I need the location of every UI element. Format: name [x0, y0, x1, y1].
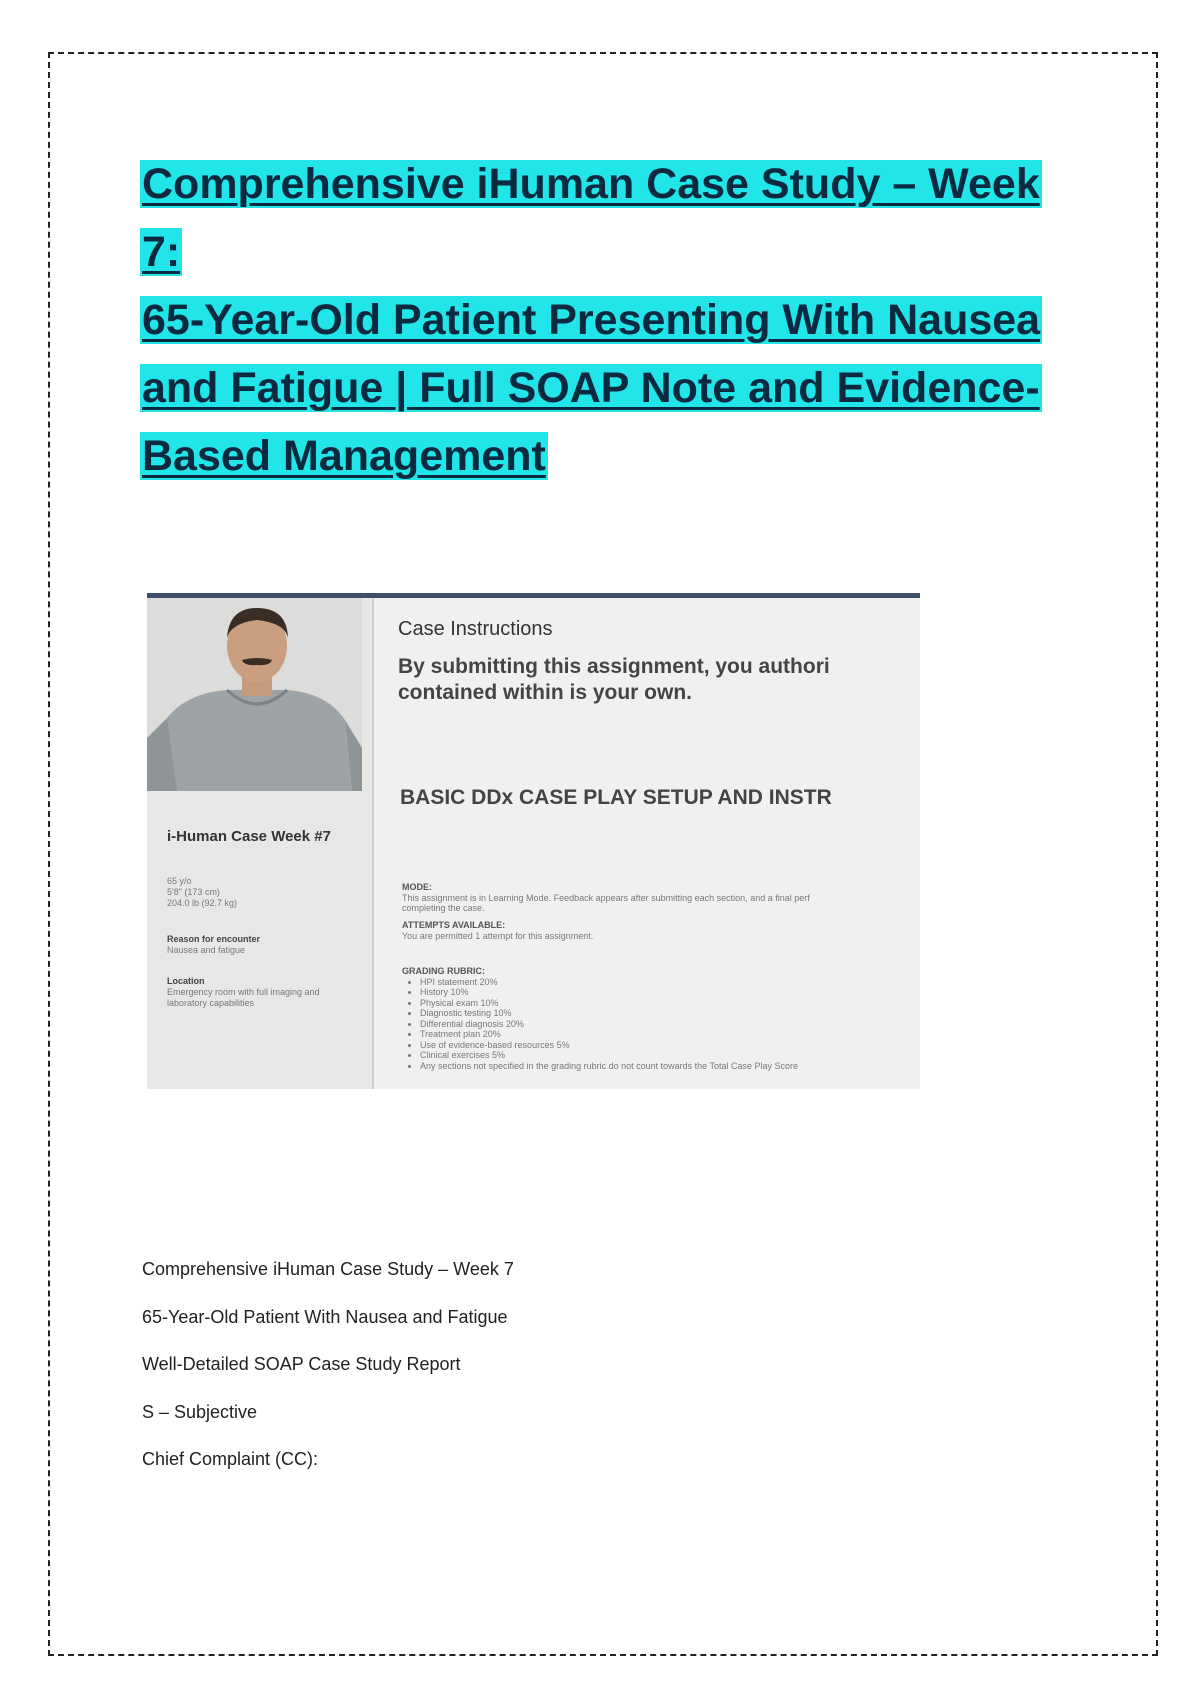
title-line-3: and Fatigue | Full SOAP Note and Evidence-	[142, 364, 1040, 412]
title-line-1: Comprehensive iHuman Case Study – Week 7:	[142, 160, 1040, 276]
rubric-item: • Clinical exercises 5%	[420, 1050, 798, 1061]
reason-label: Reason for encounter	[167, 934, 261, 944]
document-title	[140, 150, 1080, 490]
title-line-2: 65-Year-Old Patient Presenting With Nausea	[142, 296, 1041, 344]
document-body	[142, 1254, 514, 1492]
rubric-list	[402, 977, 798, 1072]
rubric-item: • Treatment plan 20%	[420, 1029, 798, 1040]
instructions-title: Case Instructions	[398, 618, 553, 640]
patient-avatar-illustration	[147, 598, 362, 791]
authorization-line-2: contained within is your own.	[398, 681, 693, 704]
attempts-label: ATTEMPTS AVAILABLE:	[402, 920, 506, 930]
case-screenshot	[147, 593, 920, 1089]
patient-panel	[147, 598, 374, 1089]
rubric-item: • Physical exam 10%	[420, 998, 798, 1009]
instructions-panel	[374, 598, 920, 1089]
rubric-item: • Any sections not specified in the grading rubric do not count towards the Total Case Play Score	[420, 1061, 798, 1072]
mode-label: MODE:	[402, 882, 432, 892]
location-value: Emergency room with full imaging and laboratory capabilities	[167, 987, 320, 1008]
rubric-item: • History 10%	[420, 987, 798, 998]
authorization-text	[398, 654, 830, 706]
rubric-item: • HPI statement 20%	[420, 977, 798, 988]
chief-complaint-label: Chief Complaint (CC):	[142, 1449, 319, 1469]
mode-text-2: completing the case.	[402, 903, 485, 913]
authorization-line-1: By submitting this assignment, you authori	[398, 655, 830, 678]
mode-text-1: This assignment is in Learning Mode. Feedback appears after submitting each section, and a final perf	[402, 892, 810, 903]
patient-weight: 204.0 lb (92.7 kg)	[167, 898, 238, 908]
setup-heading: BASIC DDx CASE PLAY SETUP AND INSTR	[400, 786, 832, 809]
patient-avatar	[147, 598, 362, 791]
reason-section	[167, 934, 260, 956]
section-subjective: S – Subjective	[142, 1401, 258, 1422]
patient-age: 65 y/o	[167, 876, 192, 886]
report-title: Well-Detailed SOAP Case Study Report	[142, 1354, 461, 1374]
rubric-item: • Differential diagnosis 20%	[420, 1019, 798, 1030]
attempts-text: You are permitted 1 attempt for this assignment.	[402, 930, 594, 941]
patient-height: 5'8" (173 cm)	[167, 887, 220, 897]
rubric-item: • Diagnostic testing 10%	[420, 1008, 798, 1019]
body-heading: Comprehensive iHuman Case Study – Week 7	[142, 1259, 514, 1279]
location-label: Location	[167, 976, 205, 986]
title-line-4: Based Management	[142, 432, 546, 480]
case-title: i-Human Case Week #7	[167, 828, 331, 845]
patient-vitals	[167, 876, 237, 909]
location-section	[167, 976, 357, 1009]
rubric-section	[402, 966, 798, 1071]
rubric-item: • Use of evidence-based resources 5%	[420, 1040, 798, 1051]
body-subheading: 65-Year-Old Patient With Nausea and Fatigue	[142, 1306, 508, 1327]
attempts-section	[402, 920, 593, 941]
reason-value: Nausea and fatigue	[167, 945, 246, 955]
mode-section	[402, 882, 810, 914]
rubric-label: GRADING RUBRIC:	[402, 966, 485, 976]
